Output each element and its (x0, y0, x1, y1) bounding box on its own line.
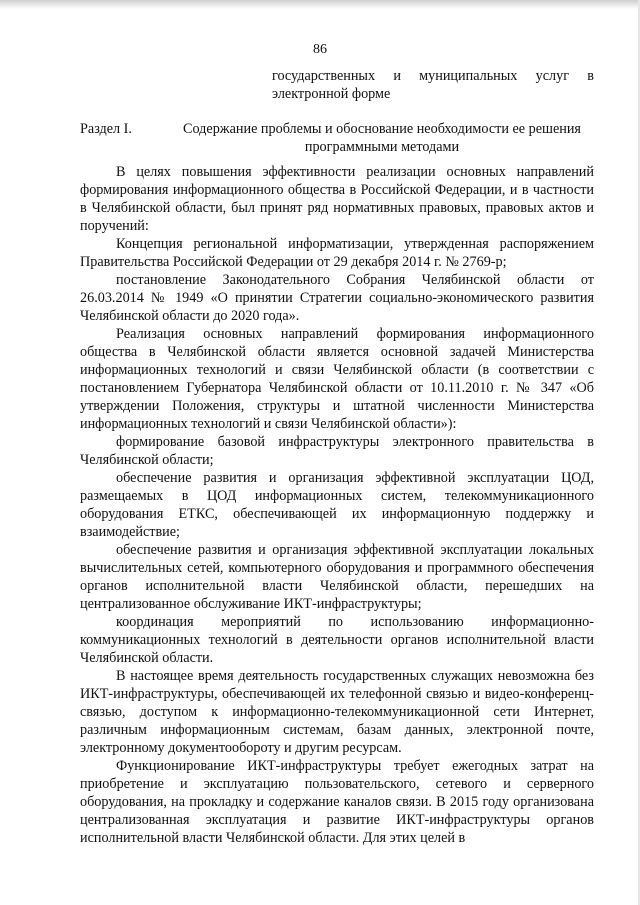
list-item: формирование базовой инфраструктуры электронного правительства в Челябинской области; (80, 434, 594, 468)
paragraph: постановление Законодательного Собрания Челябинской области от 26.03.2014 № 1949 «О принятии Стратегии социально-экономического развития Челябинской области до 2020 года». (80, 272, 594, 324)
paragraph: Функционирование ИКТ-инфраструктуры требует ежегодных затрат на приобретение и эксплуатацию пользовательского, сетевого и серверного оборудования, на прокладку и содержание каналов связи. В 2015 году организована централизованная эксплуатация и развитие ИКТ-инфраструктуры органов исполнительной власти Челябинской области. Для этих целей в (80, 758, 594, 846)
list-item: обеспечение развития и организация эффективной эксплуатации локальных вычислительных сетей, компьютерного оборудования и программного обеспечения органов исполнительной власти Челябинской области, перешедших на централизованное обслуживание ИКТ-инфраструктуры; (80, 542, 594, 612)
paragraph: В целях повышения эффективности реализации основных направлений формирования информационного общества в Российской Федерации, и в частности в Челябинской области, был принят ряд нормативных правовых, правовых актов и поручений: (80, 164, 594, 234)
section-title: Содержание проблемы и обоснование необходимости ее решения программными методами (183, 121, 581, 155)
page-number: 86 (313, 42, 327, 57)
heading-line-2: электронной форме (272, 86, 391, 102)
paragraph: Концепция региональной информатизации, утвержденная распоряжением Правительства Российской Федерации от 29 декабря 2014 г. № 2769-р; (80, 236, 594, 270)
list-item: обеспечение развития и организация эффективной эксплуатации ЦОД, размещаемых в ЦОД информационных систем, телекоммуникационного оборудования ЕТКС, обеспечивающей их информационную поддержку и взаимодействие; (80, 470, 594, 540)
section-label: Раздел I. (80, 121, 132, 137)
paragraph: Реализация основных направлений формирования информационного общества в Челябинской области является основной задачей Министерства информационных технологий и связи Челябинской области (в соответствии с постановлением Губернатора Челябинской области от 10.11.2010 г. № 347 «Об утверждении Положения, структуры и штатной численности Министерства информационных технологий и связи Челябинской области»): (80, 326, 594, 432)
heading-line-1: государственных и муниципальных услуг в (272, 68, 594, 84)
scan-shadow (0, 0, 640, 9)
list-item: координация мероприятий по использованию информационно-коммуникационных технологий в деятельности органов исполнительной власти Челябинской области. (80, 614, 594, 666)
heading-continuation (272, 67, 594, 103)
body-text (80, 163, 594, 847)
paragraph: В настоящее время деятельность государственных служащих невозможна без ИКТ-инфраструктуры, обеспечивающей их телефонной связью и видео-конференц-связью, доступом к информационно-телекоммуникационной сети Интернет, различным информационным системам, базам данных, электронной почте, электронному документообороту и другим ресурсам. (80, 668, 594, 756)
